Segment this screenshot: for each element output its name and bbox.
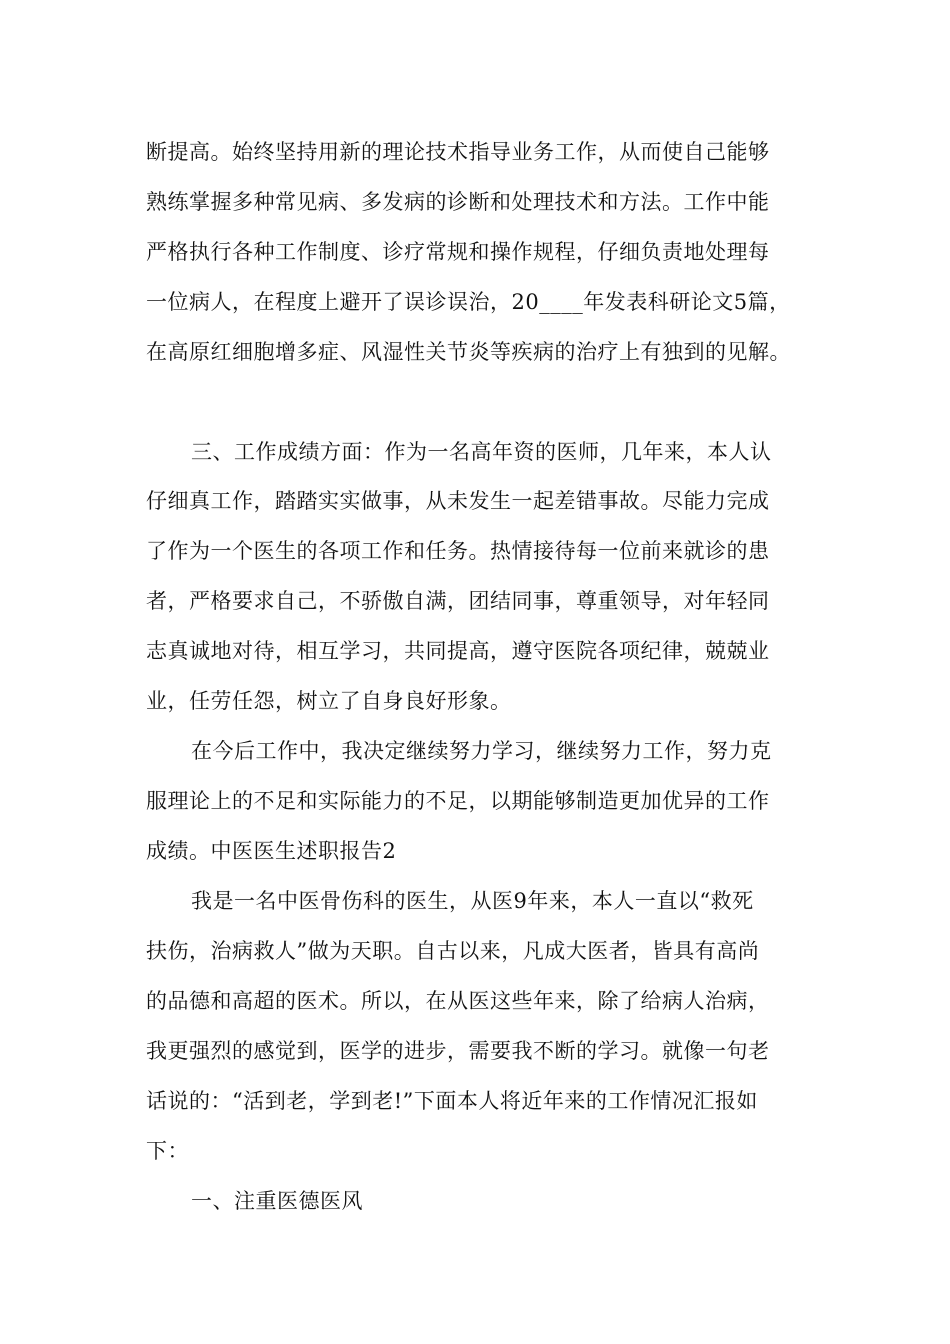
text-line: 在高原红细胞增多症、风湿性关节炎等疾病的治疗上有独到的见解。: [146, 340, 791, 364]
text-line: 我更强烈的感觉到，医学的进步，需要我不断的学习。就像一句老: [146, 1039, 770, 1063]
text-line: 仔细真工作，踏踏实实做事，从未发生一起差错事故。尽能力完成: [146, 489, 770, 513]
text-line: 了作为一个医生的各项工作和任务。热情接待每一位前来就诊的患: [146, 539, 770, 563]
text-line: 话说的：“活到老，学到老!”下面本人将近年来的工作情况汇报如: [146, 1089, 758, 1113]
text-line: 成绩。中医医生述职报告2: [146, 839, 397, 863]
text-line: 志真诚地对待，相互学习，共同提高，遵守医院各项纪律，兢兢业: [146, 639, 770, 663]
paragraph-start-line: 我是一名中医骨伤科的医生，从医9年来，本人一直以“救死: [191, 889, 754, 913]
text-line: 严格执行各种工作制度、诊疗常规和操作规程，仔细负责地处理每: [146, 240, 770, 264]
section-heading-line: 一、注重医德医风: [191, 1189, 363, 1213]
text-line: 下：: [146, 1139, 189, 1163]
text-line: 熟练掌握多种常见病、多发病的诊断和处理技术和方法。工作中能: [146, 190, 770, 214]
text-line: 扶伤，治病救人”做为天职。自古以来，凡成大医者，皆具有高尚: [146, 939, 760, 963]
paragraph-start-line: 在今后工作中，我决定继续努力学习，继续努力工作，努力克: [191, 739, 772, 763]
text-line: 的品德和高超的医术。所以，在从医这些年来，除了给病人治病，: [146, 989, 770, 1013]
text-line: 者，严格要求自己，不骄傲自满，团结同事，尊重领导，对年轻同: [146, 589, 770, 613]
text-line: 一位病人，在程度上避开了误诊误治，20____年发表科研论文5篇，: [146, 290, 791, 314]
text-line: 断提高。始终坚持用新的理论技术指导业务工作，从而使自己能够: [146, 140, 770, 164]
text-line: 服理论上的不足和实际能力的不足，以期能够制造更加优异的工作: [146, 789, 770, 813]
section-heading-line: 三、工作成绩方面：作为一名高年资的医师，几年来，本人认: [191, 440, 772, 464]
text-line: 业，任劳任怨，树立了自身良好形象。: [146, 689, 512, 713]
